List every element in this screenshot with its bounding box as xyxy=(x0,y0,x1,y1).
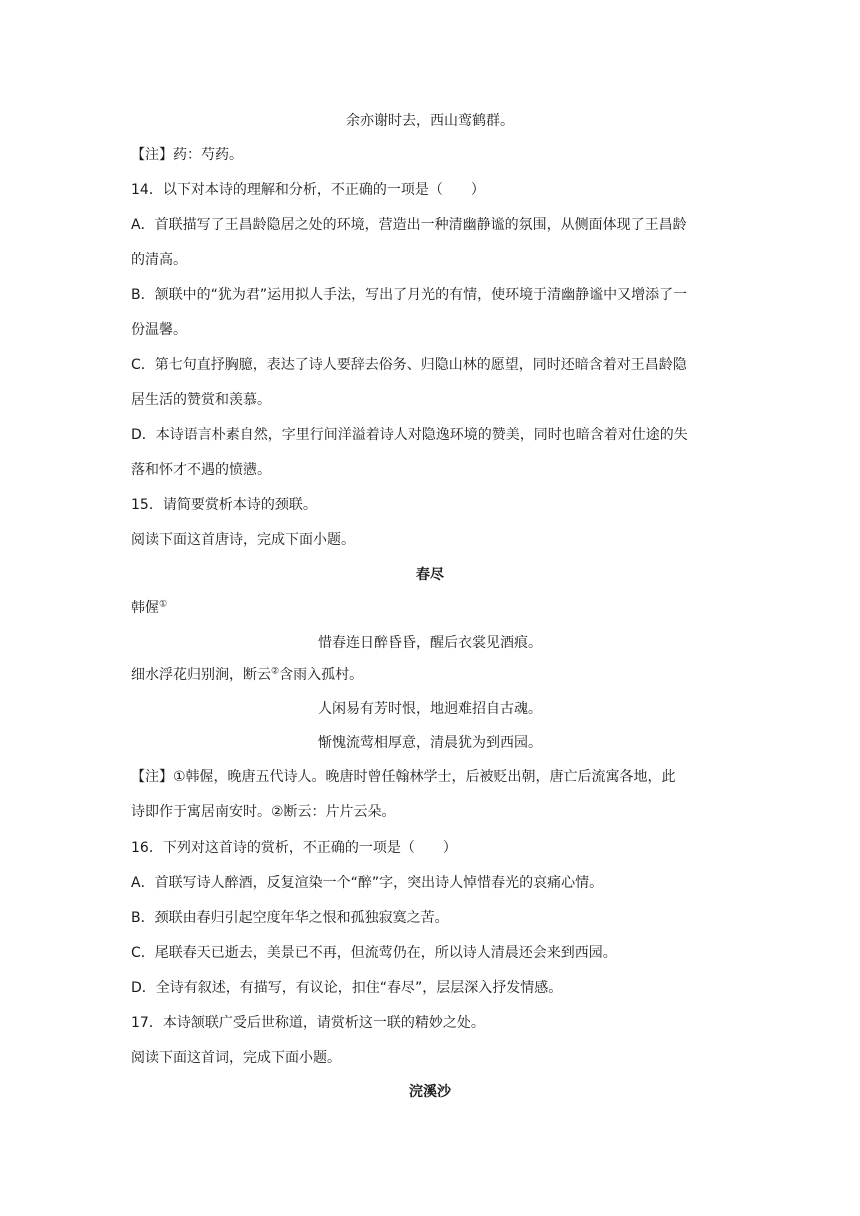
q16-option-a: A．首联写诗人醉酒，反复渲染一个“醉”字，突出诗人悼惜春光的哀痛心情。 xyxy=(131,875,604,891)
poem2-line2-pre: 细水浮花归别涧，断云 xyxy=(131,667,271,683)
poem2-line3: 人闲易有芳时恨，地迥难招自古魂。 xyxy=(318,701,542,717)
poem2-line4: 惭愧流莺相厚意，清晨犹为到西园。 xyxy=(318,735,542,751)
q14-option-b-line2: 份温馨。 xyxy=(131,322,187,338)
q16-option-b: B．颈联由春归引起空度年华之恨和孤独寂寞之苦。 xyxy=(131,910,449,926)
poem1-note: 【注】药：芍药。 xyxy=(131,147,243,163)
poem2-line2-post: 含雨入孤村。 xyxy=(279,667,364,683)
poem2-title: 春尽 xyxy=(416,567,444,583)
q17-stem: 17．本诗颔联广受后世称道，请赏析这一联的精妙之处。 xyxy=(131,1015,485,1031)
poem2-author-footnote-mark: ① xyxy=(159,599,168,610)
instruction-2: 阅读下面这首唐诗，完成下面小题。 xyxy=(131,532,355,548)
instruction-3: 阅读下面这首词，完成下面小题。 xyxy=(131,1050,341,1066)
poem3-title: 浣溪沙 xyxy=(409,1084,451,1100)
q14-option-b-line1: B．颔联中的“犹为君”运用拟人手法，写出了月光的有情，使环境于清幽静谧中又增添了一 xyxy=(131,287,688,303)
q14-option-a-line2: 的清高。 xyxy=(131,252,187,268)
q16-option-d: D．全诗有叙述，有描写，有议论，扣住“春尽”，层层深入抒发情感。 xyxy=(131,980,563,996)
q16-stem: 16．下列对这首诗的赏析，不正确的一项是（ ） xyxy=(131,840,457,856)
poem2-line1: 惜春连日醉昏昏，醒后衣裳见酒痕。 xyxy=(318,635,542,651)
q14-option-d-line2: 落和怀才不遇的愤懑。 xyxy=(131,462,271,478)
q14-option-c-line2: 居生活的赞赏和羡慕。 xyxy=(131,392,271,408)
q15-stem: 15．请简要赏析本诗的颈联。 xyxy=(131,497,317,513)
poem2-author-name: 韩偓 xyxy=(131,600,159,616)
poem2-note-line1: 【注】①韩偓，晚唐五代诗人。晚唐时曾任翰林学士，后被贬出朝，唐亡后流寓各地，此 xyxy=(131,769,676,785)
q14-option-a-line1: A．首联描写了王昌龄隐居之处的环境，营造出一种清幽静谧的氛围，从侧面体现了王昌龄 xyxy=(131,217,687,233)
poem1-last-line: 余亦谢时去，西山鸾鹤群。 xyxy=(346,113,514,129)
poem2-line2-footnote-mark: ② xyxy=(271,666,280,677)
q14-option-d-line1: D．本诗语言朴素自然，字里行间洋溢着诗人对隐逸环境的赞美，同时也暗含着对仕途的失 xyxy=(131,427,688,443)
q16-option-c: C．尾联春天已逝去，美景已不再，但流莺仍在，所以诗人清晨还会来到西园。 xyxy=(131,945,617,961)
poem2-line2 xyxy=(131,665,363,685)
poem2-note-line2: 诗即作于寓居南安时。②断云：片片云朵。 xyxy=(131,804,396,820)
q14-option-c-line1: C．第七句直抒胸臆，表达了诗人要辞去俗务、归隐山林的愿望，同时还暗含着对王昌龄隐 xyxy=(131,357,687,373)
poem2-author xyxy=(131,598,167,618)
q14-stem: 14．以下对本诗的理解和分析，不正确的一项是（ ） xyxy=(131,182,485,198)
